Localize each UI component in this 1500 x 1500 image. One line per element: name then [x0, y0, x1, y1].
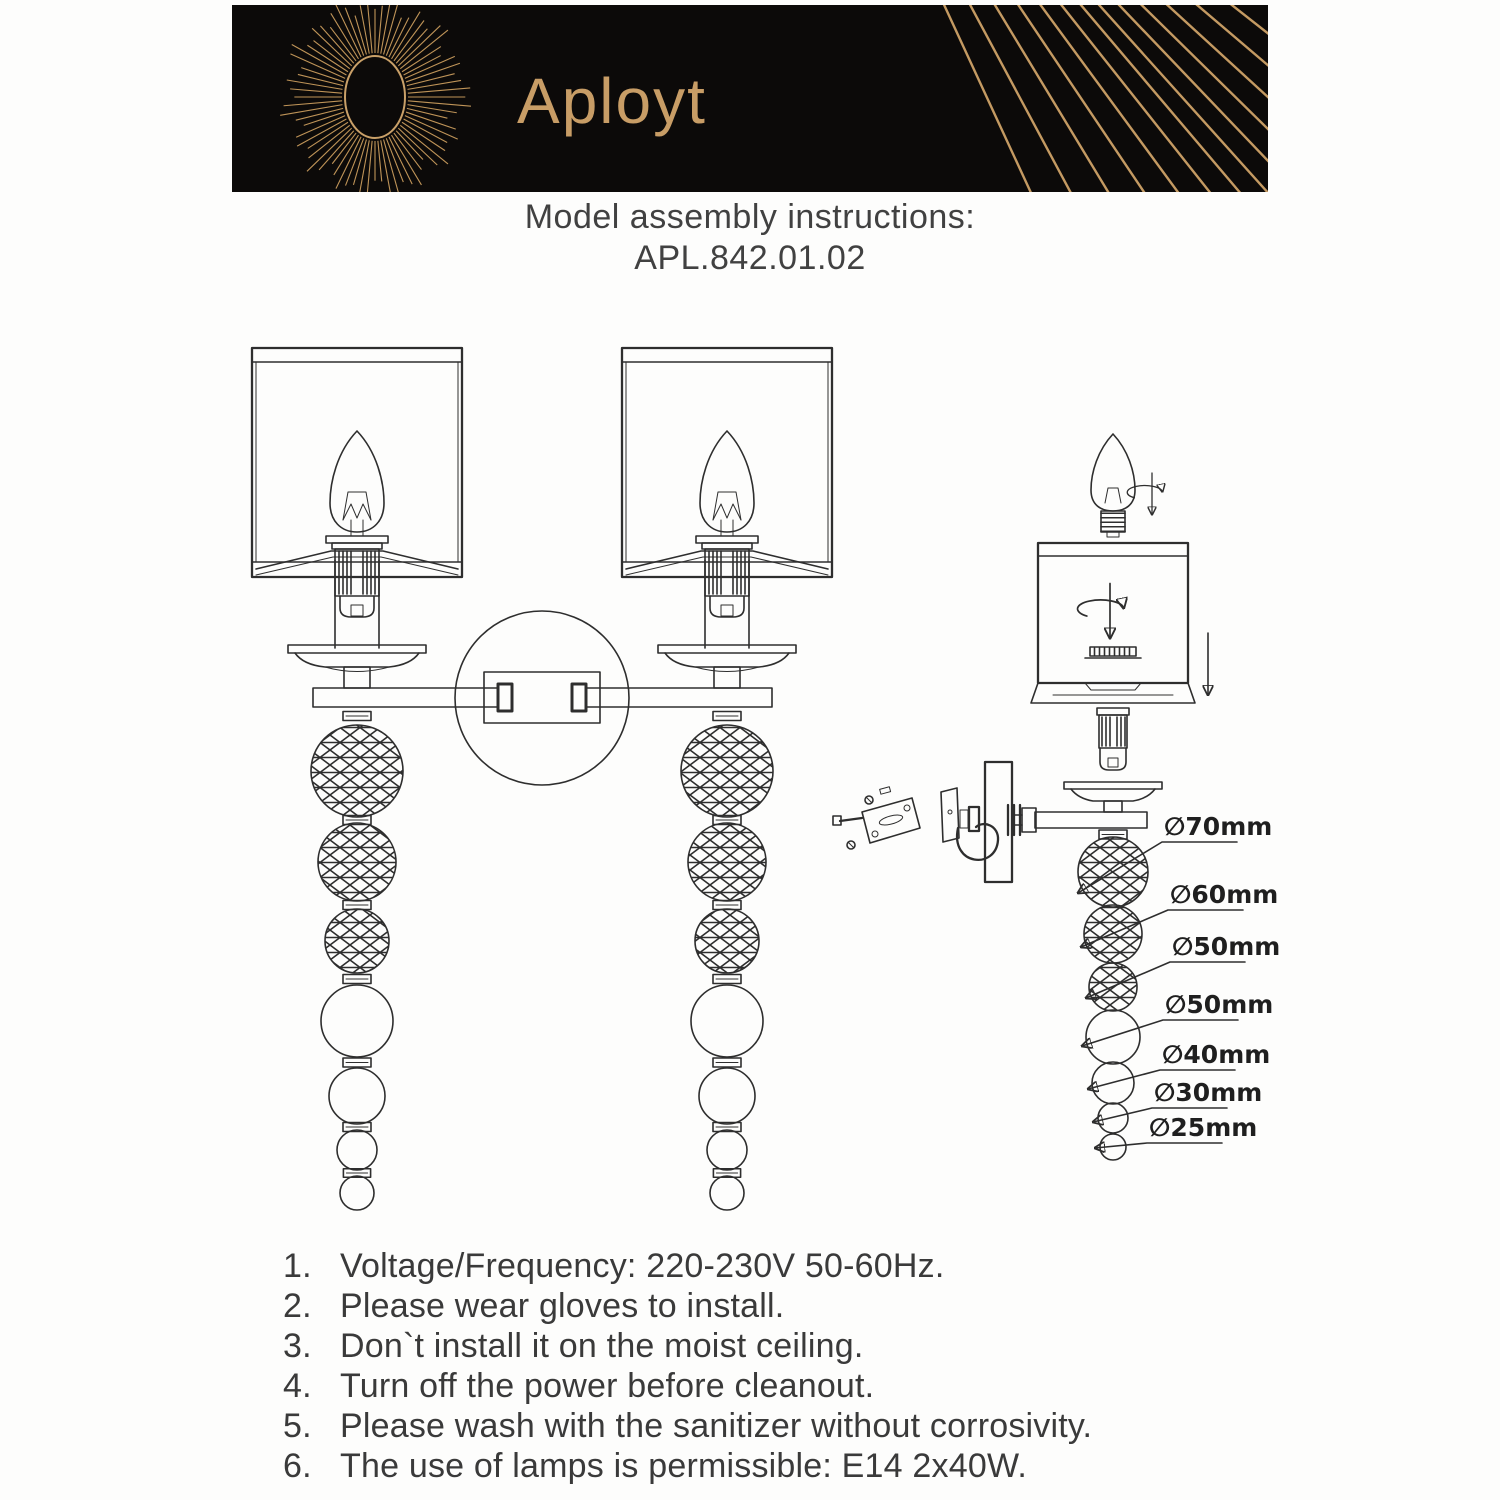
instruction-item [283, 1367, 1092, 1407]
instruction-item [283, 1447, 1092, 1487]
item-number: 2. [283, 1287, 312, 1325]
item-text: The use of lamps is permissible: E14 2x40W. [340, 1447, 1028, 1485]
rotate-shade-arrow-icon [1078, 584, 1124, 639]
model-number: APL.842.01.02 [634, 239, 866, 277]
instruction-item [283, 1287, 1092, 1327]
right-lamp-unit [622, 348, 832, 688]
left-lamp-unit [252, 348, 462, 688]
side-crystal-stack [1078, 830, 1148, 1160]
wall-plate-circle [455, 611, 629, 785]
item-text: Please wash with the sanitizer without corrosivity. [340, 1407, 1093, 1445]
rotate-bulb-arrow-icon [1127, 473, 1162, 515]
right-arm-bar [586, 688, 772, 707]
instruction-item [283, 1327, 1092, 1367]
item-text: Voltage/Frequency: 220-230V 50-60Hz. [340, 1247, 945, 1285]
instruction-list [283, 1247, 1092, 1487]
left-arm-bar [313, 688, 498, 707]
item-number: 3. [283, 1327, 312, 1365]
side-view-parts [833, 434, 1195, 882]
side-view-diagram [833, 434, 1208, 1160]
instruction-item [283, 1247, 1092, 1287]
dimension-label: ∅50mm [1165, 990, 1274, 1019]
dimension-label: ∅30mm [1154, 1078, 1263, 1107]
item-text: Turn off the power before cleanout. [340, 1367, 875, 1405]
brand-logo-text: Aployt [517, 65, 707, 137]
dimension-label: ∅60mm [1170, 880, 1279, 909]
front-view-diagram [252, 348, 832, 1210]
item-number: 1. [283, 1247, 312, 1285]
item-number: 6. [283, 1447, 312, 1485]
left-arm-clip [498, 684, 512, 711]
instruction-item [283, 1407, 1092, 1447]
item-number: 4. [283, 1367, 312, 1405]
leader-line [1095, 1143, 1222, 1148]
dimension-label: ∅50mm [1172, 932, 1281, 961]
item-text: Please wear gloves to install. [340, 1287, 785, 1325]
junction-box [484, 672, 600, 723]
item-text: Don`t install it on the moist ceiling. [340, 1327, 864, 1365]
title-line: Model assembly instructions: [524, 198, 976, 236]
left-crystal-stack [311, 712, 403, 1211]
right-crystal-stack [681, 712, 773, 1211]
dimension-label: ∅25mm [1149, 1113, 1258, 1142]
item-number: 5. [283, 1407, 312, 1445]
dimension-label: ∅40mm [1162, 1040, 1271, 1069]
right-arm-clip [572, 684, 586, 711]
dimension-label: ∅70mm [1164, 812, 1273, 841]
